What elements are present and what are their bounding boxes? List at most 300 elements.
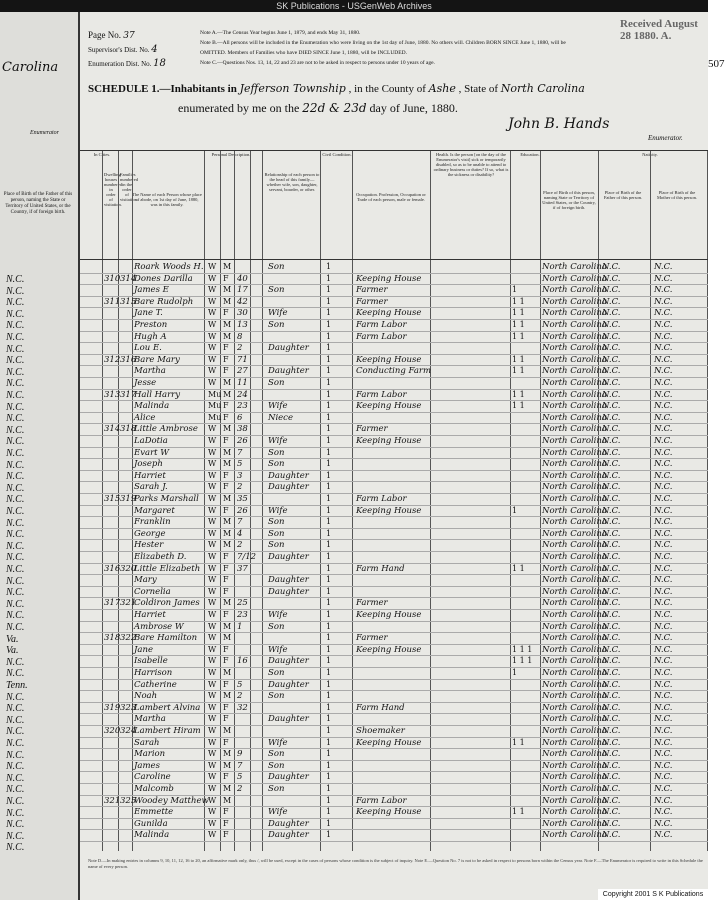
cell-sex: M — [223, 459, 232, 469]
cell-race: Mu — [208, 401, 222, 411]
cell-age: 37 — [237, 563, 248, 574]
left-entry: N.C. — [6, 622, 25, 633]
cell-birth: North Carolina — [542, 494, 607, 504]
col-header-occupation: Occupation. Profession, Occupation or Trade of each person, male or female. — [356, 192, 426, 202]
cell-sex: M — [223, 424, 232, 434]
cell-civ: 1 — [326, 505, 332, 515]
cell-race: W — [208, 459, 217, 469]
cell-age: 26 — [237, 505, 248, 516]
cell-mother: N.C. — [654, 830, 673, 841]
cell-civ: 1 — [326, 447, 332, 457]
cell-father: N.C. — [602, 644, 621, 655]
census-notes — [200, 28, 580, 68]
cell-birth: North Carolina — [542, 528, 607, 539]
cell-father: N.C. — [602, 633, 621, 644]
left-entry: N.C. — [6, 308, 25, 320]
cell-race: W — [208, 505, 217, 515]
cell-mother: N.C. — [654, 389, 673, 400]
left-column-header: Place of Birth of the Father of this person, naming the State or Territory of United States, or the Country, if of foreign birth. — [3, 192, 73, 215]
cell-name: Elizabeth D. — [134, 552, 187, 562]
cell-sex: F — [223, 354, 229, 364]
cell-name: Sarah J. — [134, 482, 168, 493]
cell-age: 7 — [237, 447, 243, 458]
cell-sex: M — [223, 540, 232, 550]
cell-name: Lou E. — [134, 343, 162, 354]
cell-rel: Daughter — [268, 343, 309, 354]
col-header-family: Families numbered in the order of visitation. — [120, 172, 138, 202]
cell-name: Mary — [134, 575, 157, 586]
cell-mother: N.C. — [654, 586, 673, 597]
cell-fam: 322 — [120, 633, 137, 644]
cell-mother: N.C. — [654, 563, 673, 574]
cell-birth: North Carolina — [542, 702, 607, 713]
cell-birth: North Carolina — [542, 378, 607, 388]
cell-name: James — [134, 760, 160, 771]
left-entry: N.C. — [6, 587, 25, 599]
cell-rel: Son — [268, 540, 285, 551]
cell-rel: Daughter — [268, 714, 309, 725]
received-stamp: Received August 28 1880. A. — [620, 18, 698, 42]
cell-name: Harriet — [134, 610, 166, 620]
col-header-education: Education. — [520, 152, 540, 157]
cell-occ: Farmer — [356, 598, 388, 609]
cell-age: 71 — [237, 354, 248, 365]
cell-dw: 320 — [104, 726, 121, 736]
cell-sex: M — [223, 726, 232, 735]
cell-rel: Son — [268, 285, 285, 296]
cell-age: 1 — [237, 621, 243, 632]
cell-age: 3 — [237, 470, 243, 481]
cell-name: Little Elizabeth — [134, 563, 201, 574]
cell-sex: F — [223, 818, 229, 828]
cell-dw: 317 — [104, 598, 121, 609]
cell-birth: North Carolina — [542, 598, 607, 609]
cell-sex: F — [223, 679, 229, 689]
col-header-name: The Name of each Person whose place of abode, on 1st day of June, 1880, was in this family. — [132, 192, 202, 207]
cell-race: W — [208, 528, 217, 538]
cell-birth: North Carolina — [542, 505, 607, 516]
enumeration-line — [88, 58, 166, 69]
cell-name: Jane — [134, 644, 153, 655]
cell-sex: F — [223, 470, 229, 480]
left-entry: N.C. — [6, 343, 25, 355]
cell-race: W — [208, 656, 217, 666]
cell-name: Preston — [134, 320, 168, 330]
left-entry: N.C. — [6, 413, 25, 425]
cell-civ: 1 — [326, 424, 332, 434]
left-entry: N.C. — [6, 297, 25, 309]
cell-civ: 1 — [326, 644, 332, 654]
cell-civ: 1 — [326, 679, 332, 689]
cell-age: 2 — [237, 784, 243, 794]
cell-civ: 1 — [326, 343, 332, 353]
cell-father: N.C. — [602, 563, 621, 574]
cell-occ: Farm Labor — [356, 795, 407, 806]
cell-mother: N.C. — [654, 320, 673, 330]
copyright-label: Copyright 2001 S K Publications — [598, 889, 708, 900]
enum-prefix: enumerated by me on the — [178, 101, 300, 115]
cell-name: Malcomb — [134, 784, 174, 794]
cell-edu: 1 — [512, 505, 518, 515]
cell-race: W — [208, 343, 217, 353]
cell-birth: North Carolina — [542, 807, 607, 818]
cell-race: W — [208, 470, 217, 480]
cell-fam: 314 — [120, 273, 137, 284]
cell-civ: 1 — [326, 749, 332, 759]
cell-sex: M — [223, 320, 232, 329]
cell-occ: Farm Hand — [356, 702, 405, 713]
col-header-birth-father: Place of Birth of the Father of this person. — [603, 190, 643, 200]
cell-father: N.C. — [602, 621, 621, 632]
cell-race: W — [208, 563, 217, 573]
cell-edu: 1 1 — [512, 737, 525, 747]
cell-rel: Son — [268, 760, 285, 771]
cell-rel: Son — [268, 784, 285, 794]
cell-birth: North Carolina — [542, 668, 607, 678]
cell-father: N.C. — [602, 517, 621, 528]
cell-father: N.C. — [602, 679, 621, 690]
cell-age: 5 — [237, 772, 243, 783]
left-entry: N.C. — [6, 424, 25, 436]
cell-father: N.C. — [602, 818, 621, 829]
cell-name: Sarah — [134, 737, 160, 748]
cell-race: W — [208, 540, 217, 550]
cell-edu: 1 1 — [512, 296, 525, 306]
cell-rel: Daughter — [268, 772, 309, 783]
cell-race: W — [208, 795, 217, 805]
note-b: Note B.—All persons will be included in the Enumeration who were living on the 1st day of June, 1880. No others will. Children BORN SINCE June 1, 1880, will be OMITTED. Members of Families who have DIED SINCE June 1, 1880, will be INCLUDED. — [200, 40, 566, 56]
cell-father: N.C. — [602, 296, 621, 307]
cell-rel: Wife — [268, 401, 288, 412]
cell-birth: North Carolina — [542, 447, 607, 458]
census-grid — [80, 150, 708, 851]
cell-sex: M — [223, 749, 232, 759]
cell-rel: Son — [268, 528, 285, 539]
cell-race: W — [208, 424, 217, 434]
cell-mother: N.C. — [654, 795, 673, 806]
cell-birth: North Carolina — [542, 320, 607, 330]
cell-civ: 1 — [326, 563, 332, 573]
cell-sex: F — [223, 772, 229, 782]
cell-father: N.C. — [602, 401, 621, 412]
cell-civ: 1 — [326, 772, 332, 782]
cell-sex: M — [223, 760, 232, 770]
cell-sex: M — [223, 285, 232, 295]
cell-rel: Daughter — [268, 656, 309, 667]
cell-age: 35 — [237, 494, 248, 504]
cell-sex: M — [223, 795, 232, 805]
left-entry: N.C. — [6, 332, 25, 343]
cell-mother: N.C. — [654, 644, 673, 655]
cell-father: N.C. — [602, 320, 621, 330]
cell-occ: Keeping House — [356, 644, 422, 655]
cell-father: N.C. — [602, 262, 621, 272]
cell-age: 24 — [237, 389, 248, 400]
cell-mother: N.C. — [654, 610, 673, 620]
supervisor-label: Supervisor's Dist. No. — [88, 46, 150, 54]
cell-father: N.C. — [602, 795, 621, 806]
left-entry: N.C. — [6, 285, 25, 297]
cell-birth: North Carolina — [542, 795, 607, 806]
cell-civ: 1 — [326, 784, 332, 793]
col-header-nativity: Nativity. — [642, 152, 658, 157]
cell-civ: 1 — [326, 470, 332, 480]
cell-rel: Daughter — [268, 366, 309, 377]
cell-sex: F — [223, 482, 229, 492]
cell-race: W — [208, 760, 217, 770]
cell-age: 5 — [237, 679, 243, 690]
cell-sex: F — [223, 273, 229, 283]
cell-sex: F — [223, 401, 229, 411]
cell-sex: M — [223, 517, 232, 527]
cell-sex: F — [223, 644, 229, 654]
cell-mother: N.C. — [654, 343, 673, 354]
left-page-fragment — [0, 12, 80, 900]
left-entry: N.C. — [6, 668, 25, 680]
cell-father: N.C. — [602, 470, 621, 481]
cell-edu: 1 1 1 — [512, 656, 533, 666]
page-number: 37 — [123, 31, 135, 41]
cell-birth: North Carolina — [542, 296, 607, 307]
left-entry: N.C. — [6, 703, 25, 715]
cell-race: W — [208, 633, 217, 643]
cell-sex: F — [223, 575, 229, 585]
left-entry: N.C. — [6, 401, 25, 413]
cell-father: N.C. — [602, 378, 621, 388]
cell-age: 6 — [237, 412, 243, 423]
cell-age: 11 — [237, 378, 248, 388]
col-header-dwelling: Dwelling houses numbered in order of visitation. — [104, 172, 122, 207]
cell-dw: 315 — [104, 494, 121, 504]
sheet-number: 507 — [708, 58, 725, 70]
left-entry: Tenn. — [6, 680, 28, 691]
cell-father: N.C. — [602, 528, 621, 539]
state: North Carolina — [500, 82, 585, 95]
cell-birth: North Carolina — [542, 714, 607, 725]
cell-father: N.C. — [602, 482, 621, 493]
cell-occ: Keeping House — [356, 807, 422, 818]
cell-age: 2 — [237, 343, 243, 354]
cell-name: Ambrose W — [134, 621, 184, 632]
left-entry: N.C. — [6, 552, 25, 564]
cell-civ: 1 — [326, 494, 332, 503]
cell-birth: North Carolina — [542, 262, 607, 272]
cell-age: 42 — [237, 296, 248, 307]
cell-sex: M — [223, 633, 232, 643]
cell-fam: 324 — [120, 726, 137, 736]
cell-civ: 1 — [326, 262, 332, 271]
col-header-personal: Personal Description. — [211, 152, 251, 157]
left-entry: N.C. — [6, 726, 25, 738]
cell-mother: N.C. — [654, 436, 673, 446]
cell-age: 26 — [237, 436, 248, 446]
cell-race: W — [208, 320, 217, 329]
left-entry: N.C. — [6, 830, 25, 842]
cell-rel: Daughter — [268, 482, 309, 493]
cell-birth: North Carolina — [542, 308, 607, 319]
cell-civ: 1 — [326, 273, 332, 283]
cell-birth: North Carolina — [542, 691, 607, 702]
cell-civ: 1 — [326, 830, 332, 840]
cell-race: W — [208, 621, 217, 631]
left-entry: N.C. — [6, 656, 25, 668]
cell-mother: N.C. — [654, 598, 673, 609]
cell-race: Mu — [208, 412, 222, 422]
cell-civ: 1 — [326, 714, 332, 724]
cell-occ: Keeping House — [356, 273, 422, 284]
cell-birth: North Carolina — [542, 389, 607, 400]
cell-sex: F — [223, 714, 229, 724]
cell-civ: 1 — [326, 656, 332, 666]
cell-occ: Keeping House — [356, 737, 422, 748]
cell-name: Marion — [134, 749, 166, 760]
cell-mother: N.C. — [654, 296, 673, 307]
cell-name: Bare Hamilton — [134, 633, 198, 644]
cell-rel: Son — [268, 749, 285, 760]
left-entry: N.C. — [6, 320, 25, 332]
cell-sex: F — [223, 807, 229, 817]
cell-name: Dones Darilla — [134, 273, 193, 284]
cell-rel: Son — [268, 262, 285, 272]
cell-fam: 317 — [120, 389, 137, 400]
cell-name: Woodey Matthew — [134, 795, 209, 806]
cell-civ: 1 — [326, 760, 332, 770]
cell-civ: 1 — [326, 598, 332, 608]
col-header-birth-mother: Place of Birth of the Mother of this person. — [657, 190, 697, 200]
cell-rel: Daughter — [268, 470, 309, 481]
cell-civ: 1 — [326, 726, 332, 735]
schedule-prefix: SCHEDULE 1.—Inhabitants in — [88, 83, 237, 95]
cell-rel: Daughter — [268, 679, 309, 690]
cell-age: 8 — [237, 331, 243, 342]
cell-age: 23 — [237, 610, 248, 620]
cell-name: Emmette — [134, 807, 174, 818]
cell-race: W — [208, 308, 217, 318]
cell-occ: Farm Labor — [356, 331, 407, 342]
cell-fam: 320 — [120, 563, 137, 574]
cell-sex: M — [223, 668, 232, 677]
cell-race: W — [208, 517, 217, 527]
cell-edu: 1 1 — [512, 354, 525, 364]
cell-dw: 311 — [104, 296, 121, 307]
cell-age: 40 — [237, 273, 248, 284]
cell-civ: 1 — [326, 795, 332, 805]
cell-race: W — [208, 366, 217, 376]
left-state-fragment: Carolina — [2, 60, 59, 75]
left-entry: N.C. — [6, 610, 25, 622]
cell-edu: 1 1 — [512, 320, 525, 329]
left-entry: N.C. — [6, 355, 25, 367]
cell-sex: F — [223, 737, 229, 747]
cell-race: W — [208, 679, 217, 689]
cell-name: Parks Marshall — [134, 494, 199, 504]
cell-mother: N.C. — [654, 424, 673, 435]
supervisor-line — [88, 44, 158, 55]
cell-birth: North Carolina — [542, 760, 607, 771]
cell-fam: 321 — [120, 598, 137, 609]
cell-father: N.C. — [602, 830, 621, 841]
cell-occ: Keeping House — [356, 354, 422, 365]
cell-name: Noah — [134, 691, 158, 702]
cell-father: N.C. — [602, 772, 621, 783]
cell-rel: Daughter — [268, 586, 309, 597]
cell-edu: 1 1 1 — [512, 644, 533, 654]
cell-occ: Farm Labor — [356, 494, 407, 504]
cell-name: Lambert Hiram — [134, 726, 201, 736]
cell-edu: 1 — [512, 285, 518, 295]
cell-birth: North Carolina — [542, 517, 607, 528]
cell-race: W — [208, 575, 217, 585]
cell-sex: M — [223, 389, 232, 399]
left-entry: N.C. — [6, 714, 25, 726]
cell-edu: 1 1 — [512, 807, 525, 817]
cell-father: N.C. — [602, 505, 621, 516]
cell-race: W — [208, 436, 217, 445]
cell-rel: Wife — [268, 436, 288, 446]
cell-civ: 1 — [326, 691, 332, 701]
cell-birth: North Carolina — [542, 633, 607, 644]
cell-mother: N.C. — [654, 470, 673, 481]
cell-occ: Farmer — [356, 296, 388, 307]
cell-father: N.C. — [602, 285, 621, 296]
cell-birth: North Carolina — [542, 273, 607, 284]
cell-name: Isabelle — [134, 656, 168, 667]
cell-civ: 1 — [326, 575, 332, 585]
cell-race: W — [208, 830, 217, 840]
cell-mother: N.C. — [654, 528, 673, 539]
cell-edu: 1 1 — [512, 389, 525, 399]
left-entry: N.C. — [6, 459, 25, 471]
cell-father: N.C. — [602, 540, 621, 551]
cell-civ: 1 — [326, 610, 332, 619]
left-entry: N.C. — [6, 390, 25, 401]
cell-race: W — [208, 296, 217, 306]
cell-civ: 1 — [326, 412, 332, 422]
left-entry: N.C. — [6, 494, 25, 506]
cell-race: W — [208, 702, 217, 712]
cell-occ: Farmer — [356, 424, 388, 435]
cell-race: W — [208, 784, 217, 793]
cell-birth: North Carolina — [542, 644, 607, 655]
cell-name: Lambert Alvina — [134, 702, 201, 713]
cell-birth: North Carolina — [542, 737, 607, 748]
left-entry: N.C. — [6, 274, 25, 285]
cell-civ: 1 — [326, 807, 332, 817]
cell-birth: North Carolina — [542, 412, 607, 423]
left-entry: N.C. — [6, 506, 25, 517]
cell-father: N.C. — [602, 354, 621, 365]
cell-rel: Wife — [268, 610, 288, 620]
cell-name: Bare Mary — [134, 354, 180, 365]
cell-civ: 1 — [326, 528, 332, 538]
col-header-street: In Cities. — [93, 152, 111, 157]
left-entry: Va. — [6, 645, 19, 657]
cell-age: 2 — [237, 482, 243, 493]
cell-rel: Son — [268, 447, 285, 458]
left-entry: N.C. — [6, 436, 25, 448]
cell-father: N.C. — [602, 308, 621, 319]
cell-sex: M — [223, 331, 232, 341]
cell-sex: F — [223, 436, 229, 445]
cell-civ: 1 — [326, 401, 332, 411]
cell-race: W — [208, 378, 217, 387]
cell-father: N.C. — [602, 366, 621, 377]
cell-father: N.C. — [602, 610, 621, 620]
cell-father: N.C. — [602, 760, 621, 771]
cell-age: 7 — [237, 760, 243, 771]
cell-name: Roark Woods H. — [134, 262, 204, 272]
cell-sex: M — [223, 378, 232, 387]
